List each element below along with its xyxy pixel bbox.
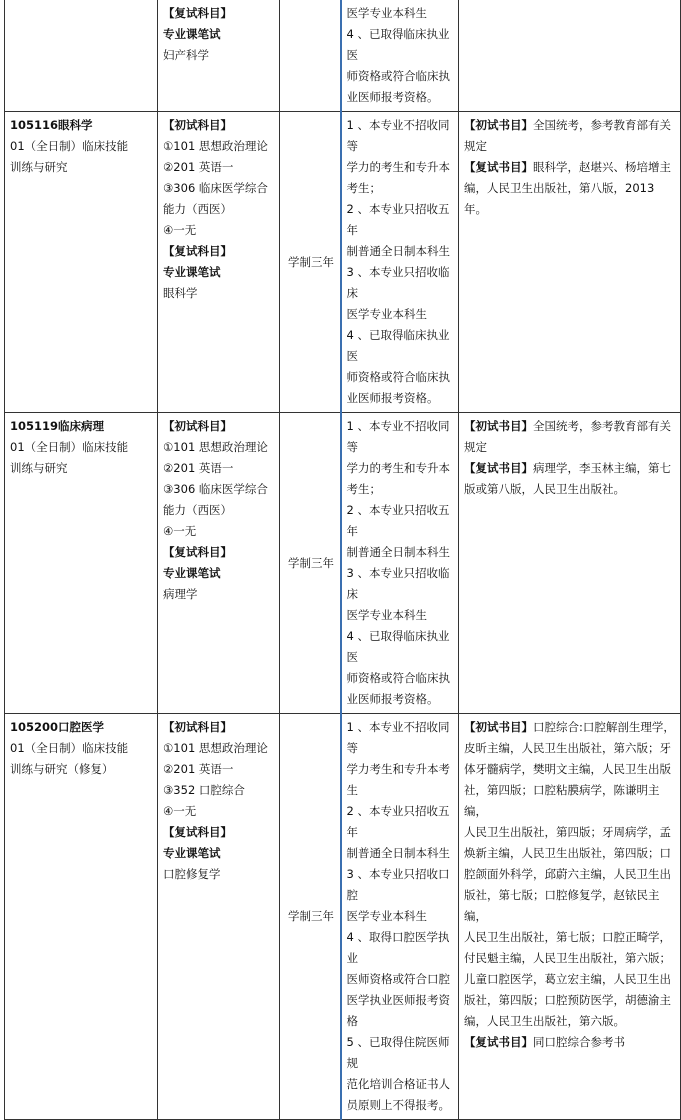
exam-subjects-cell-line: 【复试科目】: [163, 825, 232, 839]
requirements-cell-line: 2 、本专业只招收五年: [346, 804, 450, 839]
exam-subjects-cell-line: ①101 思想政治理论: [163, 741, 268, 755]
reference-books-cell-line: 【复试书目】眼科学，赵堪兴、杨培增主: [464, 160, 671, 174]
reference-books-cell-line: 焕新主编，人民卫生出版社，第四版；口: [464, 846, 671, 860]
requirements-cell: [341, 112, 459, 413]
reference-books-cell-line: 编，人民卫生出版社，第六版。: [464, 1014, 625, 1028]
reference-books-cell-line: 人民卫生出版社，第四版；牙周病学，孟: [464, 825, 671, 839]
exam-subjects-cell-line: ③306 临床医学综合: [163, 181, 268, 195]
program-cell: [5, 0, 158, 112]
requirements-cell-line: 1 、本专业不招收同等: [346, 419, 450, 454]
reference-books-cell-line: 版社，第四版；口腔预防医学，胡德渝主: [464, 993, 671, 1007]
requirements-cell: [341, 413, 459, 714]
reference-books-cell-line: 皮昕主编，人民卫生出版社，第六版；牙: [464, 741, 671, 755]
table-row: [5, 112, 681, 413]
duration-cell: 学制三年: [280, 714, 341, 1120]
requirements-cell-line: 生: [346, 783, 358, 797]
reference-books-cell-line: 编，人民卫生出版社，第八版，2013 年。: [464, 181, 655, 216]
reference-books-cell-line: 付民魁主编，人民卫生出版社，第六版；: [464, 951, 671, 965]
exam-subjects-cell-line: ④一无: [163, 524, 197, 538]
requirements-cell-line: 业医师报考资格。: [346, 90, 439, 104]
program-cell-line: 105119临床病理: [10, 419, 105, 433]
exam-subjects-cell-line: 【初试科目】: [163, 419, 232, 433]
exam-subjects-cell: [158, 0, 280, 112]
duration-cell: 学制三年: [280, 413, 341, 714]
requirements-cell-line: 业医师报考资格。: [346, 692, 439, 706]
exam-subjects-cell-line: ③306 临床医学综合: [163, 482, 268, 496]
requirements-cell-line: 医师资格或符合口腔: [346, 972, 450, 986]
exam-subjects-cell: [158, 413, 280, 714]
reference-books-cell-line: 规定: [464, 440, 487, 454]
exam-subjects-cell-line: 专业课笔试: [163, 846, 221, 860]
exam-subjects-cell-line: 【初试科目】: [163, 720, 232, 734]
requirements-cell-line: 2 、本专业只招收五年: [346, 202, 450, 237]
requirements-cell-line: 1 、本专业不招收同等: [346, 118, 450, 153]
requirements-cell-line: 4 、取得口腔医学执业: [346, 930, 450, 965]
table-row: [5, 714, 681, 1120]
exam-subjects-cell: [158, 714, 280, 1120]
exam-subjects-cell-line: ④一无: [163, 804, 197, 818]
exam-subjects-cell-line: 专业课笔试: [163, 27, 221, 41]
requirements-cell-line: 学力的考生和专升本: [346, 461, 450, 475]
program-cell-line: 训练与研究（修复）: [10, 762, 114, 776]
requirements-cell-line: 制普通全日制本科生: [346, 846, 450, 860]
exam-subjects-cell-line: ②201 英语一: [163, 160, 234, 174]
exam-subjects-cell-line: ①101 思想政治理论: [163, 139, 268, 153]
reference-books-cell-line: 【初试书目】全国统考，参考教育部有关: [464, 118, 671, 132]
requirements-cell-line: 4 、已取得临床执业医: [346, 328, 450, 363]
table-body: [5, 0, 681, 1120]
requirements-cell-line: 医学专业本科生: [346, 6, 427, 20]
requirements-cell-line: 制普通全日制本科生: [346, 545, 450, 559]
requirements-cell-line: 3 、本专业只招收临床: [346, 566, 450, 601]
requirements-cell-line: 制普通全日制本科生: [346, 244, 450, 258]
requirements-cell-line: 考生；: [346, 482, 381, 496]
requirements-cell-line: 学力考生和专升本考: [346, 762, 450, 776]
requirements-cell-line: 4 、已取得临床执业医: [346, 27, 450, 62]
requirements-cell-line: 业医师报考资格。: [346, 391, 439, 405]
exam-subjects-cell-line: 专业课笔试: [163, 265, 221, 279]
program-cell: [5, 413, 158, 714]
program-cell-line: 01（全日制）临床技能: [10, 741, 129, 755]
reference-books-cell: [459, 714, 681, 1120]
program-cell-line: 01（全日制）临床技能: [10, 139, 129, 153]
requirements-cell: [341, 0, 459, 112]
exam-subjects-cell-line: 能力（西医）: [163, 503, 232, 517]
program-cell-line: 105116眼科学: [10, 118, 93, 132]
exam-subjects-cell-line: ③352 口腔综合: [163, 783, 245, 797]
reference-books-cell-line: 【初试书目】全国统考，参考教育部有关: [464, 419, 671, 433]
requirements-cell-line: 格: [346, 1014, 358, 1028]
reference-books-cell: [459, 0, 681, 112]
duration-cell: 学制三年: [280, 112, 341, 413]
program-cell: [5, 714, 158, 1120]
admissions-table: [4, 0, 681, 1120]
program-cell-line: 训练与研究: [10, 160, 68, 174]
table-row: [5, 0, 681, 112]
reference-books-cell-line: 规定: [464, 139, 487, 153]
reference-books-cell-line: 版社，第七版；口腔修复学，赵铱民主编，: [464, 888, 660, 923]
program-cell: [5, 112, 158, 413]
requirements-cell-line: 5 、已取得住院医师规: [346, 1035, 450, 1070]
requirements-cell-line: 师资格或符合临床执: [346, 69, 450, 83]
reference-books-cell: [459, 413, 681, 714]
reference-books-cell-line: 腔颌面外科学，邱蔚六主编，人民卫生出: [464, 867, 671, 881]
reference-books-cell-line: 【复试书目】同口腔综合参考书: [464, 1035, 625, 1049]
requirements-cell-line: 医学专业本科生: [346, 909, 427, 923]
program-cell-line: 01（全日制）临床技能: [10, 440, 129, 454]
reference-books-cell-line: 儿童口腔医学，葛立宏主编，人民卫生出: [464, 972, 671, 986]
requirements-cell-line: 范化培训合格证书人: [346, 1077, 450, 1091]
reference-books-cell-line: 版或第八版，人民卫生出版社。: [464, 482, 625, 496]
table-row: [5, 413, 681, 714]
requirements-cell: [341, 714, 459, 1120]
exam-subjects-cell-line: 妇产科学: [163, 48, 209, 62]
exam-subjects-cell-line: 【复试科目】: [163, 6, 232, 20]
exam-subjects-cell-line: 病理学: [163, 587, 198, 601]
requirements-cell-line: 医学执业医师报考资: [346, 993, 450, 1007]
reference-books-cell-line: 社，第四版；口腔粘膜病学，陈谦明主编，: [464, 783, 660, 818]
exam-subjects-cell-line: ②201 英语一: [163, 762, 234, 776]
reference-books-cell-line: 【初试书目】口腔综合:口腔解剖生理学，: [464, 720, 675, 734]
reference-books-cell: [459, 112, 681, 413]
requirements-cell-line: 学力的考生和专升本: [346, 160, 450, 174]
requirements-cell-line: 4 、已取得临床执业医: [346, 629, 450, 664]
requirements-cell-line: 1 、本专业不招收同等: [346, 720, 450, 755]
requirements-cell-line: 医学专业本科生: [346, 307, 427, 321]
requirements-cell-line: 师资格或符合临床执: [346, 370, 450, 384]
duration-cell: [280, 0, 341, 112]
requirements-cell-line: 2 、本专业只招收五年: [346, 503, 450, 538]
exam-subjects-cell-line: ②201 英语一: [163, 461, 234, 475]
requirements-cell-line: 师资格或符合临床执: [346, 671, 450, 685]
exam-subjects-cell-line: 口腔修复学: [163, 867, 221, 881]
exam-subjects-cell-line: 能力（西医）: [163, 202, 232, 216]
requirements-cell-line: 3 、本专业只招收口腔: [346, 867, 450, 902]
program-cell-line: 105200口腔医学: [10, 720, 105, 734]
reference-books-cell-line: 【复试书目】病理学，李玉林主编，第七: [464, 461, 671, 475]
exam-subjects-cell-line: 专业课笔试: [163, 566, 221, 580]
exam-subjects-cell-line: ①101 思想政治理论: [163, 440, 268, 454]
reference-books-cell-line: 体牙髓病学，樊明文主编，人民卫生出版: [464, 762, 671, 776]
requirements-cell-line: 医学专业本科生: [346, 608, 427, 622]
requirements-cell-line: 员原则上不得报考。: [346, 1098, 450, 1112]
reference-books-cell-line: 人民卫生出版社，第七版；口腔正畸学，: [464, 930, 671, 944]
exam-subjects-cell-line: ④一无: [163, 223, 197, 237]
exam-subjects-cell: [158, 112, 280, 413]
program-cell-line: 训练与研究: [10, 461, 68, 475]
exam-subjects-cell-line: 【复试科目】: [163, 244, 232, 258]
exam-subjects-cell-line: 【复试科目】: [163, 545, 232, 559]
exam-subjects-cell-line: 眼科学: [163, 286, 198, 300]
requirements-cell-line: 考生；: [346, 181, 381, 195]
exam-subjects-cell-line: 【初试科目】: [163, 118, 232, 132]
requirements-cell-line: 3 、本专业只招收临床: [346, 265, 450, 300]
